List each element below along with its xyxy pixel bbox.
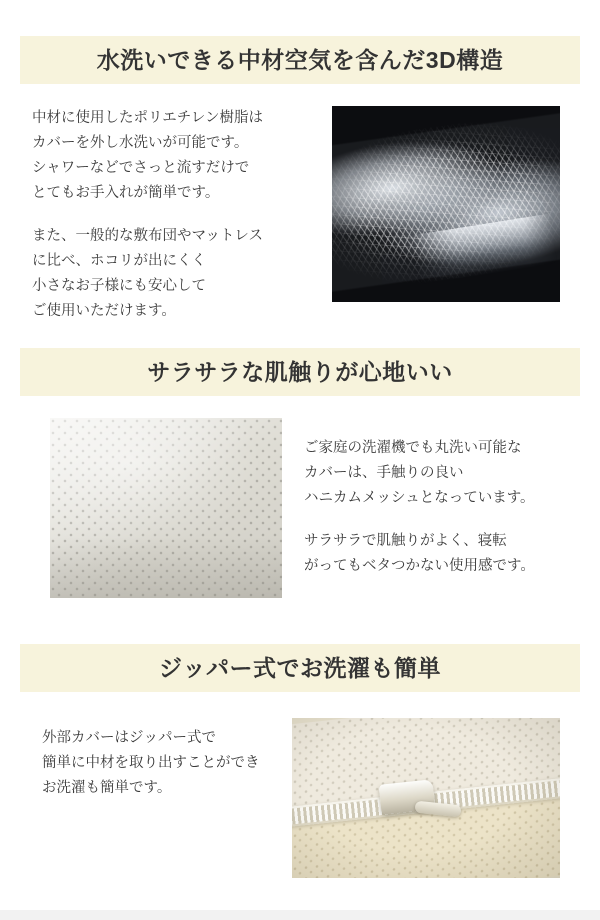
text-line: お洗濯も簡単です。 xyxy=(42,779,172,796)
text-line: ハニカムメッシュとなっています。 xyxy=(304,489,535,506)
text-line: 中材に使用したポリエチレン樹脂は xyxy=(32,110,264,126)
mesh-bottom-shadow xyxy=(50,537,282,598)
text-line: 小さなお子様にも安心して xyxy=(32,277,206,294)
text-line: がってもベタつかない使用感です。 xyxy=(304,557,535,574)
text-line: ご使用いただけます。 xyxy=(32,302,176,319)
section-1-heading: 水洗いできる中材空気を含んだ3D構造 xyxy=(96,46,504,73)
section-3-body xyxy=(0,718,600,878)
zipper-closeup-photo xyxy=(292,718,560,878)
text-line: とてもお手入れが簡単です。 xyxy=(32,184,220,201)
text-line: に比べ、ホコリが出にくく xyxy=(32,252,206,269)
section-3-heading: ジッパー式でお洗濯も簡単 xyxy=(159,654,441,681)
section-3-banner xyxy=(20,644,580,692)
section-1-banner xyxy=(20,36,580,84)
photo-vignette xyxy=(292,718,560,878)
section-1-text xyxy=(20,106,320,324)
section-1-paragraph-1 xyxy=(32,106,320,206)
text-line: シャワーなどでさっと流すだけで xyxy=(32,159,250,176)
text-line: 簡単に中材を取り出すことができ xyxy=(42,754,260,771)
section-2-text xyxy=(282,418,562,598)
text-line: 外部カバーはジッパー式で xyxy=(42,730,216,746)
section-1-body xyxy=(0,106,600,324)
section-zipper xyxy=(0,644,600,878)
section-3-text xyxy=(20,718,292,878)
text-line: ご家庭の洗濯機でも丸洗い可能な xyxy=(304,440,522,456)
honeycomb-mesh-fabric-photo xyxy=(50,418,282,598)
section-2-paragraph-2 xyxy=(304,529,562,579)
3d-fiber-core-photo xyxy=(332,106,560,302)
section-2-heading: サラサラな肌触りが心地いい xyxy=(147,358,453,385)
section-washable-core xyxy=(0,36,600,324)
section-2-body xyxy=(0,418,600,598)
section-3-paragraph-1 xyxy=(42,726,292,801)
section-smooth-touch xyxy=(0,348,600,598)
section-1-paragraph-2 xyxy=(32,224,320,324)
section-2-paragraph-1 xyxy=(304,436,562,511)
text-line: カバーは、手触りの良い xyxy=(304,464,464,481)
text-line: カバーを外し水洗いが可能です。 xyxy=(32,134,249,151)
text-line: また、一般的な敷布団やマットレス xyxy=(32,227,263,244)
section-2-banner xyxy=(20,348,580,396)
text-line: サラサラで肌触りがよく、寝転 xyxy=(304,532,507,549)
bottom-divider xyxy=(0,910,600,920)
